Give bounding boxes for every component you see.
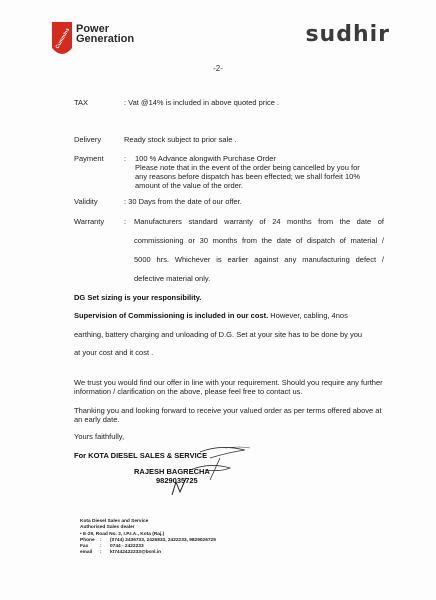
footer-email-label: email (80, 550, 93, 556)
footer-colon: : (100, 550, 102, 556)
validity-label: Validity (74, 197, 98, 206)
warranty-line: 5000 hrs. Whichever is earlier against any manufacturing defect / (134, 255, 384, 264)
supervision-bold: Supervision of Commissioning is included in our cost. (74, 311, 269, 320)
page-number: -2- (213, 64, 223, 73)
footer-phone-label: Phone (80, 537, 95, 543)
warranty-line: Manufacturers standard warranty of 24 months from the date of (134, 217, 384, 226)
footer-address: • E-29, Road No. 2, I.P.I.A., Kota (Raj.) (80, 531, 165, 537)
trust-paragraph: We trust you would find our offer in line with your requirement. Should you require any further information / clarification on the above, please feel free to contact us. (74, 378, 383, 396)
signer-phone: 9829035725 (156, 476, 198, 485)
brand-power: Power (76, 23, 110, 35)
thanks-paragraph: Thanking you and looking forward to receive your valued order as per terms offered above at an early date. (74, 406, 382, 424)
footer-email-value[interactable]: kt7442422233@bsnl.in (110, 550, 162, 556)
footer-company: Kota Diesel Sales and Service (80, 519, 149, 524)
cost-note: at your cost and it cost . (74, 348, 154, 357)
earthing-note: earthing, battery charging and unloading of D.G. Set at your site has to be done by you (74, 330, 363, 339)
warranty-label: Warranty (74, 217, 105, 226)
warranty-line: commissioning or 30 months from the date of dispatch of material / (134, 236, 384, 245)
svg-text:Cummins: Cummins (54, 27, 72, 50)
yours-faithfully: Yours faithfully, (74, 432, 125, 441)
warranty-line: defective material only. (134, 274, 211, 283)
delivery-label: Delivery (74, 135, 102, 144)
footer-colon: : (100, 544, 102, 550)
footer-address-block (80, 519, 216, 557)
signer-name: RAJESH BAGRECHA (134, 467, 210, 476)
footer-fax-label: Fax (80, 544, 89, 550)
supervision-note (74, 311, 348, 320)
footer-colon: : (100, 537, 102, 543)
payment-colon: : (124, 154, 127, 163)
footer-role: Authorised Sales dealer (80, 525, 135, 531)
payment-value: 100 % Advance alongwith Purchase Order Please note that in the event of the order being cancelled by you for any reasons before dispatch has been effected; we shall forfeit 10% amount of the value of the order. (135, 154, 361, 190)
for-company: For KOTA DIESEL SALES & SERVICE (74, 451, 208, 460)
footer-phone-value: (0744) 2436733, 2425833, 2422233, 9829026725 (110, 537, 216, 543)
payment-label: Payment (74, 154, 104, 163)
dg-sizing-note: DG Set sizing is your responsibility. (74, 293, 202, 302)
footer-fax-value: 0744 - 2422233 (110, 544, 144, 550)
tax-value: : Vat @14% is included in above quoted price . (124, 98, 280, 107)
warranty-colon: : (124, 217, 127, 226)
supervision-rest: However, cabling, 4nos (268, 311, 348, 320)
dealer-brand-logo: sudhir (305, 22, 390, 47)
tax-label: TAX (74, 98, 89, 107)
footer-email-row (80, 550, 216, 556)
validity-value: : 30 Days from the date of our offer. (124, 197, 242, 206)
cummins-logo-icon (50, 20, 74, 60)
delivery-value: Ready stock subject to prior sale . (124, 135, 237, 144)
brand-generation: Generation (76, 33, 135, 45)
